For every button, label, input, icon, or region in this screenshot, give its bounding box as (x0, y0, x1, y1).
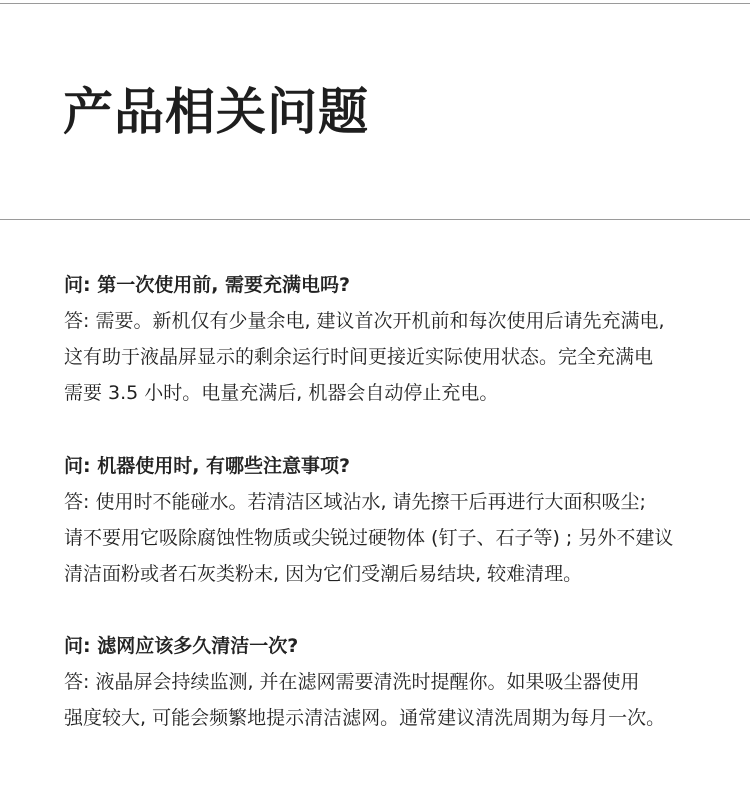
faq-answer-line: 强度较大, 可能会频繁地提示清洁滤网。通常建议清洗周期为每月一次。 (64, 707, 666, 729)
faq-question: 问: 滤网应该多久清洁一次? (64, 635, 299, 657)
faq-answer (64, 664, 724, 736)
faq-question: 问: 机器使用时, 有哪些注意事项? (64, 455, 351, 477)
top-divider (0, 3, 750, 4)
faq-answer (64, 303, 724, 411)
faq-item-charging (64, 267, 724, 411)
faq-answer (64, 484, 724, 592)
faq-item-precautions (64, 448, 724, 592)
faq-answer-line: 清洁面粉或者石灰类粉末, 因为它们受潮后易结块, 较难清理。 (64, 563, 583, 585)
faq-answer-line: 答: 液晶屏会持续监测, 并在滤网需要清洗时提醒你。如果吸尘器使用 (64, 671, 640, 693)
faq-answer-line: 答: 使用时不能碰水。若清洁区域沾水, 请先擦干后再进行大面积吸尘; (64, 491, 646, 513)
faq-answer-line: 需要 3.5 小时。电量充满后, 机器会自动停止充电。 (64, 382, 499, 404)
faq-answer-line: 这有助于液晶屏显示的剩余运行时间更接近实际使用状态。完全充满电 (64, 346, 654, 368)
faq-answer-line: 答: 需要。新机仅有少量余电, 建议首次开机前和每次使用后请先充满电, (64, 310, 665, 332)
faq-answer-line: 请不要用它吸除腐蚀性物质或尖锐过硬物体 (钉子、石子等) ; 另外不建议 (64, 527, 674, 549)
faq-question: 问: 第一次使用前, 需要充满电吗? (64, 274, 351, 296)
page-title: 产品相关问题 (63, 83, 369, 141)
faq-item-filter-cleaning (64, 628, 724, 736)
header-divider (0, 219, 750, 220)
